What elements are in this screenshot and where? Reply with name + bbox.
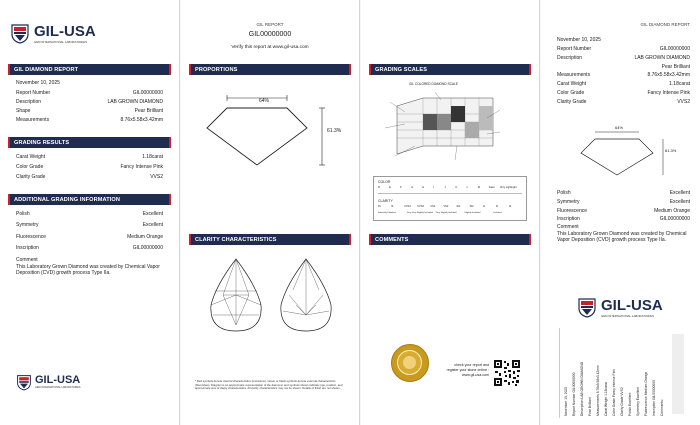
panel-proportions — [181, 0, 360, 425]
card-row-label: Symmetry — [557, 198, 580, 205]
mini-card-row: Inscription GIL00000000 — [652, 380, 656, 416]
shield-icon — [10, 22, 30, 44]
card-row-value: Fancy Intense Pink — [647, 90, 690, 96]
report-number: GIL00000000 — [248, 31, 292, 38]
color-label: COLOR — [378, 180, 391, 184]
section-diamond-report: GIL DIAMOND REPORT — [8, 64, 171, 75]
clarity-desc-label: Internally Flawless — [378, 212, 396, 214]
mini-card-row: Polish Excellent — [628, 392, 632, 416]
scale-caption: GIL COLORED DIAMOND SCALE — [409, 82, 458, 86]
card-brand-tagline: GEM INTERNATIONAL LABORATORIES — [601, 314, 654, 318]
brand-logo — [10, 22, 120, 46]
footer-logo — [16, 373, 126, 393]
comment-text: This Laboratory Grown Diamond was created by Chemical Vapor Deposition (CVD) growth process Type IIa. — [16, 264, 160, 277]
clarity-grade-tick: I3 — [508, 205, 512, 208]
color-grade-tick: M — [477, 186, 480, 189]
card-row-value: 1.18carat — [669, 81, 690, 88]
card-row-value: Excellent — [669, 190, 690, 196]
color-grade-tick: J — [444, 186, 446, 189]
color-grade-tick: Very Light — [499, 186, 512, 189]
color-grade-tick: Light — [510, 186, 517, 189]
table-percentage-small: 64% — [615, 125, 624, 130]
clarity-desc-label: Very Slightly Included — [435, 212, 457, 214]
mini-card-row: Color Grade Fancy Intense Pink — [612, 369, 616, 416]
register-text: check your report and register your stone online : www.gil-usa.com — [446, 363, 489, 378]
card-row-label: Polish — [557, 190, 571, 196]
color-scale — [378, 186, 522, 192]
clarity-scale — [378, 205, 522, 211]
brand-tagline: GEM INTERNATIONAL LABORATORIES — [34, 40, 87, 44]
clarity-grade-tick: I1 — [482, 205, 485, 208]
clarity-descriptions — [378, 212, 522, 221]
qr-code-icon[interactable] — [493, 359, 521, 387]
section-comments: COMMENTS — [369, 234, 531, 245]
color-grade-tick: E — [389, 186, 391, 189]
color-grade-tick: L — [466, 186, 469, 189]
mini-card-barcode — [672, 334, 684, 414]
card-row-label: Measurements — [557, 72, 591, 79]
panel-card — [541, 0, 700, 425]
mini-card-row: Report Number GIL00000000 — [572, 372, 576, 416]
clarity-grade-tick: SI1 — [456, 205, 461, 208]
card-row-label: Report Number — [557, 46, 592, 52]
section-proportions: PROPORTIONS — [189, 64, 351, 75]
color-grade-tick: F — [400, 186, 402, 189]
shield-icon — [577, 296, 597, 318]
section-grading-results: GRADING RESULTS — [8, 137, 171, 148]
clarity-grade-tick: SI2 — [469, 205, 474, 208]
mini-card-row: Carat Weight 1.18carat — [604, 382, 608, 416]
clarity-desc-label: Very Very Slightly Included — [406, 212, 433, 214]
table-percentage: 64% — [259, 98, 270, 104]
mini-card-row: Fluorescence Medium Orange — [644, 371, 648, 416]
grading-row: Clarity Grade VVS2 — [16, 174, 163, 180]
color-grade-tick: D — [378, 186, 380, 189]
report-date: November 10, 2025 — [16, 80, 60, 86]
card-row-label: Description — [557, 54, 583, 61]
card-details-2 — [557, 190, 690, 226]
card-row-label: Fluorescence — [557, 207, 588, 214]
clarity-grade-tick: FL — [378, 205, 382, 208]
header-small: GIL REPORT — [256, 22, 284, 27]
card-row-label: Carat Weight — [557, 81, 587, 88]
depth-percentage: 61.3% — [327, 128, 342, 134]
gold-seal — [391, 344, 429, 382]
additional-row: Inscription GIL00000000 — [16, 245, 163, 251]
clarity-desc-label: Included — [493, 212, 502, 214]
grading-row: Carat Weight 1.18carat — [16, 154, 163, 160]
clarity-grade-tick: VS2 — [443, 205, 449, 208]
card-row-value: GIL00000000 — [659, 216, 690, 223]
section-clarity: CLARITY CHARACTERISTICS — [189, 234, 351, 245]
color-grade-tick: H — [422, 186, 425, 189]
card-logo — [577, 296, 687, 320]
grading-row: Color Grade Fancy Intense Pink — [16, 164, 163, 170]
additional-row: Symmetry Excellent — [16, 222, 163, 228]
card-row-value: LAB GROWN DIAMOND — [634, 54, 690, 61]
proportion-diagram-small — [557, 125, 687, 185]
clarity-label: CLARITY — [378, 199, 393, 203]
mini-card-row: Clarity Grade VVS2 — [620, 387, 624, 416]
clarity-grade-tick: VVS1 — [404, 205, 411, 208]
clarity-footnote: * Red symbols denote internal characteristics (inclusions). Green or black symbols denote external characteristics (blemishes). Diagram is an approximate representation of the diamond, and symbols shown indicate type, position, and approximate size of clarity characteristics. All clarity characteristics may not be shown. Details of finish are not shown. — [195, 379, 343, 391]
comment-label: Comment — [557, 224, 579, 230]
clarity-desc-label: Slightly Included — [464, 212, 481, 214]
comment-text: This Laboratory Grown Diamond was created by Chemical Vapor Deposition (CVD) growth process Type IIa. — [557, 231, 687, 244]
mini-card — [559, 328, 689, 418]
proportion-diagram — [197, 90, 347, 170]
verify-text: Verify this report at www.gil-usa.com — [231, 45, 309, 50]
card-brand-name: GIL-USA — [601, 297, 663, 314]
card-row-value: 8.76x5.58x3.42mm — [647, 72, 690, 79]
header-small: GIL DIAMOND REPORT — [640, 22, 690, 27]
color-scale-diagram — [375, 88, 525, 168]
comment-label: Comment — [16, 257, 38, 263]
clarity-grade-tick: VVS2 — [417, 205, 424, 208]
card-row-value: VVS2 — [677, 98, 690, 105]
mini-card-row: Measurements 8.76x5.58x3.42mm — [596, 365, 600, 416]
card-row-value: GIL00000000 — [659, 46, 690, 52]
panel-summary — [0, 0, 180, 425]
clarity-grade-tick: IF — [391, 205, 394, 208]
card-row-value: Medium Orange — [654, 207, 690, 214]
card-details — [557, 46, 690, 108]
color-grade-tick: Faint — [488, 186, 495, 189]
mini-card-rows — [560, 328, 690, 418]
section-additional-info: ADDITIONAL GRADING INFORMATION — [8, 194, 171, 205]
clarity-plot-diagram — [201, 255, 341, 335]
card-row-label: Color Grade — [557, 90, 585, 96]
color-clarity-box — [373, 176, 527, 221]
depth-percentage-small: 61.3% — [665, 148, 677, 153]
card-row-value: Excellent — [669, 198, 690, 205]
color-grade-tick: I — [433, 186, 435, 189]
additional-row: Fluorescence Medium Orange — [16, 234, 163, 240]
clarity-grade-tick: I2 — [495, 205, 498, 208]
card-row-value: Pear Brilliant — [661, 63, 690, 70]
mini-card-row: November 10, 2025 — [564, 387, 568, 416]
color-grade-tick: G — [411, 186, 414, 189]
brand-name: GIL-USA — [34, 23, 96, 40]
report-row: Description LAB GROWN DIAMOND — [16, 99, 163, 105]
report-row: Report Number GIL00000000 — [16, 90, 163, 96]
report-date: November 10, 2025 — [557, 37, 601, 43]
mini-card-row: Description LAB GROWN DIAMOND — [580, 361, 584, 416]
section-grading-scales: GRADING SCALES — [369, 64, 531, 75]
mini-card-row: Comments: — [660, 399, 664, 416]
additional-row: Polish Excellent — [16, 211, 163, 217]
report-row: Shape Pear Brilliant — [16, 108, 163, 114]
mini-card-row: Symmetry Excellent — [636, 386, 640, 416]
mini-card-row: Pear Brilliant — [588, 397, 592, 416]
clarity-grade-tick: VS1 — [430, 205, 436, 208]
color-grade-tick: K — [455, 186, 458, 189]
footer-brand-tagline: GEM INTERNATIONAL LABORATORIES — [35, 386, 81, 389]
card-row-label: Inscription — [557, 216, 580, 223]
footer-brand-name: GIL-USA — [35, 374, 81, 386]
panel-grading-scales — [361, 0, 540, 425]
report-row: Measurements 8.76x5.58x3.42mm — [16, 117, 163, 123]
card-row-label: Clarity Grade — [557, 98, 587, 105]
shield-icon — [16, 373, 32, 391]
